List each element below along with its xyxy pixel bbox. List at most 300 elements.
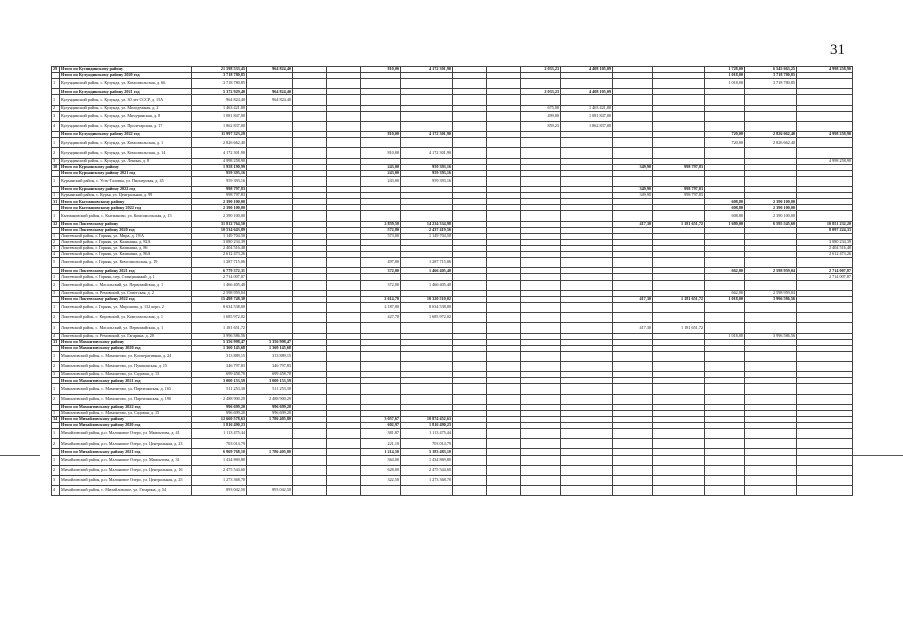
value-cell xyxy=(521,394,561,404)
value-cell: 2 390 100,00 xyxy=(192,199,247,205)
table-row xyxy=(52,394,853,404)
value-cell xyxy=(797,486,853,496)
value-cell: 6 545 663,25 xyxy=(745,67,797,73)
value-cell: 608,80 xyxy=(705,199,745,205)
value-cell: 313 889,15 xyxy=(192,351,247,361)
value-cell xyxy=(705,439,745,449)
value-cell xyxy=(561,439,613,449)
value-cell xyxy=(247,258,293,268)
table-row xyxy=(52,211,853,221)
value-cell xyxy=(745,280,797,290)
value-cell: 346 797,83 xyxy=(247,361,293,371)
address-cell: Итого по Локтевскому району 2021 год xyxy=(60,268,192,274)
value-cell xyxy=(653,211,705,221)
address-cell: Кулундинский район, с. Кулунда, ул. 30 лет СССР, д. 15А xyxy=(60,95,192,105)
value-cell: 1 466 405,40 xyxy=(192,280,247,290)
value-cell xyxy=(293,313,327,323)
value-cell xyxy=(293,280,327,290)
address-cell: Итого по Мамонтовскому району 2020 год xyxy=(60,345,192,351)
value-cell: 11 997 323,20 xyxy=(192,132,247,138)
row-number-cell: 2 xyxy=(52,105,60,111)
value-cell: 313 889,15 xyxy=(247,351,293,361)
value-cell xyxy=(327,455,361,465)
row-number-cell: 29 xyxy=(52,67,60,73)
value-cell xyxy=(613,258,653,268)
value-cell xyxy=(521,361,561,371)
value-cell xyxy=(293,475,327,485)
table-row xyxy=(52,323,853,333)
address-cell: Локтевский район, г. Горняк, ул. Калинина, д. 86 xyxy=(60,246,192,252)
row-number-cell: 1 xyxy=(52,233,60,239)
row-number-cell: 3 xyxy=(52,323,60,333)
value-cell: 5 356 998,47 xyxy=(192,339,247,345)
value-cell: 1 466 405,40 xyxy=(401,280,453,290)
value-cell xyxy=(487,79,521,89)
address-cell: Курьинский район, с. Курья, ул. Центральная, д. 99 xyxy=(60,193,192,199)
value-cell xyxy=(521,439,561,449)
value-cell xyxy=(797,258,853,268)
value-cell: 1 287 715,06 xyxy=(192,258,247,268)
value-cell xyxy=(327,361,361,371)
table-row xyxy=(52,455,853,465)
value-cell: 5 356 998,47 xyxy=(247,339,293,345)
value-cell: 2 598 959,04 xyxy=(745,268,797,274)
value-cell xyxy=(453,323,487,333)
address-cell: Локтевский район, г. Горняк, ул. Калинина, д. 82А xyxy=(60,239,192,245)
table-row xyxy=(52,111,853,121)
value-cell xyxy=(361,361,401,371)
value-cell xyxy=(401,384,453,394)
value-cell xyxy=(327,138,361,148)
value-cell: 810,00 xyxy=(361,148,401,158)
value-cell xyxy=(561,475,613,485)
value-cell: 2 714 007,87 xyxy=(797,268,853,274)
value-cell: 1 273 368,70 xyxy=(401,475,453,485)
value-cell xyxy=(487,455,521,465)
value-cell xyxy=(797,465,853,475)
value-cell xyxy=(653,280,705,290)
table-row xyxy=(52,361,853,371)
value-cell xyxy=(327,121,361,131)
value-cell xyxy=(361,351,401,361)
address-cell: Кулундинский район, с. Кулунда, ул. Комсомольская, д. 14 xyxy=(60,148,192,158)
value-cell: 998 797,83 xyxy=(653,164,705,170)
value-cell xyxy=(745,384,797,394)
value-cell xyxy=(745,439,797,449)
address-cell: Кулундинский район, с. Кулунда, ул. Пролетарская, д. 17 xyxy=(60,121,192,131)
address-cell: Локтевский район, с. Масальский, ул. Первомайская, д. 1 xyxy=(60,323,192,333)
value-cell xyxy=(653,148,705,158)
address-cell: Локтевский район, п. Ремовский, ул. Советская, д. 2 xyxy=(60,290,192,296)
value-cell xyxy=(487,486,521,496)
row-number-cell: 3 xyxy=(52,111,60,121)
row-number-cell: 3 xyxy=(52,372,60,378)
value-cell xyxy=(453,302,487,312)
row-number-cell: 32 xyxy=(52,221,60,227)
value-cell: 2 612 473,26 xyxy=(797,252,853,258)
value-cell: 21 598 533,45 xyxy=(192,67,247,73)
value-cell: 4 172 301,90 xyxy=(401,132,453,138)
value-cell xyxy=(247,323,293,333)
value-cell xyxy=(293,455,327,465)
value-cell xyxy=(613,111,653,121)
address-cell: Михайловский район, р.п. Малиновое Озеро, ул. Мамонтова, д. 41 xyxy=(60,429,192,439)
table-row xyxy=(52,302,853,312)
value-cell xyxy=(797,176,853,186)
value-cell xyxy=(487,394,521,404)
value-cell xyxy=(361,384,401,394)
value-cell xyxy=(561,429,613,439)
value-cell xyxy=(797,351,853,361)
value-cell xyxy=(293,302,327,312)
value-cell xyxy=(613,176,653,186)
value-cell xyxy=(247,280,293,290)
value-cell: 996 699,20 xyxy=(247,410,293,416)
value-cell: 608,80 xyxy=(705,211,745,221)
value-cell xyxy=(487,361,521,371)
value-cell xyxy=(453,361,487,371)
address-cell: Итого по Кулундинскому району 2021 год xyxy=(60,89,192,95)
value-cell xyxy=(653,439,705,449)
value-cell: 602,97 xyxy=(361,423,401,429)
value-cell xyxy=(705,95,745,105)
address-cell: Итого по Локтевскому району xyxy=(60,221,192,227)
value-cell xyxy=(561,258,613,268)
value-cell: 662,00 xyxy=(705,268,745,274)
address-cell: Локтевский район, с. Масальский, ул. Первомайская, д. 1 xyxy=(60,280,192,290)
address-cell: Итого по Мамонтовскому району xyxy=(60,339,192,345)
value-cell: 4 408 105,09 xyxy=(561,67,613,73)
value-cell xyxy=(401,394,453,404)
value-cell xyxy=(247,79,293,89)
value-cell: 3 057,67 xyxy=(361,416,401,422)
value-cell: 10 851 232,20 xyxy=(797,221,853,227)
value-cell: 1 214,50 xyxy=(361,449,401,455)
value-cell xyxy=(293,121,327,131)
value-cell: 3 718 780,85 xyxy=(745,73,797,79)
value-cell: 497,00 xyxy=(361,258,401,268)
value-cell: 349,90 xyxy=(613,164,653,170)
row-number-cell: 2 xyxy=(52,439,60,449)
value-cell xyxy=(487,302,521,312)
value-cell xyxy=(401,361,453,371)
value-cell: 2 488 900,29 xyxy=(247,394,293,404)
value-cell xyxy=(293,148,327,158)
value-cell xyxy=(247,302,293,312)
value-cell xyxy=(745,351,797,361)
address-cell: Итого по Михайловскому району 2020 год xyxy=(60,423,192,429)
value-cell xyxy=(453,465,487,475)
left-edge-rule xyxy=(0,455,40,456)
value-cell xyxy=(613,394,653,404)
value-cell xyxy=(613,211,653,221)
row-number-cell: 3 xyxy=(52,475,60,485)
value-cell xyxy=(653,455,705,465)
value-cell xyxy=(561,486,613,496)
value-cell xyxy=(247,455,293,465)
value-cell: 12 660 578,63 xyxy=(192,416,247,422)
value-cell xyxy=(401,111,453,121)
address-cell: Локтевский район, г. Горняк, пер. Станционный, д. 1 xyxy=(60,274,192,280)
value-cell xyxy=(327,79,361,89)
value-cell xyxy=(361,95,401,105)
value-cell xyxy=(327,351,361,361)
value-cell: 628,00 xyxy=(361,465,401,475)
value-cell: 31 812 764,50 xyxy=(192,221,247,227)
value-cell: 964 824,40 xyxy=(247,95,293,105)
value-cell xyxy=(745,121,797,131)
table-row xyxy=(52,148,853,158)
value-cell: 4 408 105,09 xyxy=(561,89,613,95)
value-cell xyxy=(453,439,487,449)
value-cell: 381,87 xyxy=(361,429,401,439)
value-cell xyxy=(705,384,745,394)
value-cell xyxy=(401,351,453,361)
value-cell: 699 458,70 xyxy=(192,372,247,378)
value-cell xyxy=(653,465,705,475)
value-cell xyxy=(797,111,853,121)
value-cell xyxy=(561,302,613,312)
row-number-cell: 3 xyxy=(52,246,60,252)
address-cell: Михайловский район, р.п. Малиновое Озеро, ул. Мамонтова, д. 31 xyxy=(60,455,192,465)
row-number-cell: 3 xyxy=(52,290,60,296)
value-cell: 2 390 100,00 xyxy=(745,199,797,205)
value-cell xyxy=(653,95,705,105)
value-cell xyxy=(247,475,293,485)
value-cell xyxy=(745,429,797,439)
value-cell: 2 390 100,00 xyxy=(192,205,247,211)
value-cell: 8 097 224,33 xyxy=(797,227,853,233)
row-number-cell: 30 xyxy=(52,164,60,170)
value-cell xyxy=(361,79,401,89)
address-cell: Итого по Мамонтовскому району 2022 год xyxy=(60,404,192,410)
address-cell: Кулундинский район, с. Кулунда, ул. Комсомольская, д. 66 xyxy=(60,79,192,89)
value-cell: 1 862 837,00 xyxy=(561,121,613,131)
value-cell: 1 728,00 xyxy=(705,67,745,73)
value-cell xyxy=(745,111,797,121)
value-cell: 2 826 662,40 xyxy=(745,138,797,148)
value-cell xyxy=(653,79,705,89)
value-cell xyxy=(327,148,361,158)
value-cell xyxy=(487,258,521,268)
value-cell: 893 042,50 xyxy=(247,486,293,496)
value-cell: 1 360 145,68 xyxy=(192,345,247,351)
table-row xyxy=(52,429,853,439)
value-cell: 1 287 715,06 xyxy=(401,258,453,268)
value-cell xyxy=(247,148,293,158)
row-number-cell: 4 xyxy=(52,252,60,258)
value-cell xyxy=(293,486,327,496)
address-cell: Итого по Михайловскому району 2021 год xyxy=(60,449,192,455)
value-cell xyxy=(705,280,745,290)
value-cell: 417,30 xyxy=(613,323,653,333)
value-cell: 1 786 405,80 xyxy=(247,416,293,422)
value-cell: 8 634 538,00 xyxy=(401,302,453,312)
value-cell xyxy=(613,361,653,371)
value-cell: 1 181 651,72 xyxy=(192,323,247,333)
value-cell xyxy=(613,351,653,361)
value-cell: 15 498 748,30 xyxy=(192,296,247,302)
value-cell xyxy=(613,475,653,485)
table-row xyxy=(52,384,853,394)
value-cell xyxy=(487,384,521,394)
value-cell xyxy=(561,361,613,371)
row-number-cell: 1 xyxy=(52,95,60,105)
value-cell: 1 786 405,80 xyxy=(247,449,293,455)
table-row xyxy=(52,280,853,290)
address-cell: Мамонтовский район, с. Мамонтово, ул. Кооперативная, д. 24 xyxy=(60,351,192,361)
address-cell: Итого по Кытмановскому району 2022 год xyxy=(60,205,192,211)
row-number-cell: 1 xyxy=(52,274,60,280)
value-cell xyxy=(561,394,613,404)
value-cell xyxy=(705,111,745,121)
table-row xyxy=(52,486,853,496)
value-cell xyxy=(561,323,613,333)
address-cell: Мамонтовский район, с. Мамонтово, ул. Партизанская, д. 190 xyxy=(60,394,192,404)
table-row xyxy=(52,313,853,323)
value-cell xyxy=(653,361,705,371)
value-cell: 1 360 145,68 xyxy=(247,345,293,351)
value-cell xyxy=(797,394,853,404)
address-cell: Локтевский район, г. Горняк, ул. Комсомольская, д. 19 xyxy=(60,258,192,268)
value-cell: 1 685 972,02 xyxy=(401,313,453,323)
value-cell: 1 958 190,99 xyxy=(192,164,247,170)
value-cell xyxy=(745,95,797,105)
row-number-cell: 1 xyxy=(52,176,60,186)
value-cell: 2 614,70 xyxy=(361,296,401,302)
value-cell xyxy=(745,465,797,475)
address-cell: Михайловский район, с. Михайловское, ул. Гагарина, д. 54 xyxy=(60,486,192,496)
value-cell: 1 816 490,23 xyxy=(401,423,453,429)
value-cell xyxy=(705,455,745,465)
value-cell xyxy=(453,176,487,186)
value-cell: 2 390 100,00 xyxy=(192,211,247,221)
value-cell xyxy=(487,475,521,485)
row-number-cell: 4 xyxy=(52,333,60,339)
value-cell: 499,00 xyxy=(521,111,561,121)
value-cell xyxy=(797,211,853,221)
value-cell xyxy=(521,465,561,475)
value-cell xyxy=(797,121,853,131)
value-cell: 2 437 419,56 xyxy=(401,227,453,233)
value-cell: 2 475 544,60 xyxy=(401,465,453,475)
value-cell xyxy=(453,121,487,131)
value-cell xyxy=(797,323,853,333)
value-cell: 1 434 869,80 xyxy=(192,455,247,465)
value-cell xyxy=(293,95,327,105)
value-cell xyxy=(293,465,327,475)
value-cell: 703 014,79 xyxy=(192,439,247,449)
address-cell: Кытмановский район, с. Кытманово, ул. Комсомольская, д. 15 xyxy=(60,211,192,221)
value-cell xyxy=(293,394,327,404)
value-cell xyxy=(745,361,797,371)
row-number-cell: 2 xyxy=(52,313,60,323)
row-number-cell: 4 xyxy=(52,486,60,496)
value-cell: 720,00 xyxy=(705,132,745,138)
value-cell xyxy=(561,455,613,465)
value-cell xyxy=(327,465,361,475)
value-cell xyxy=(361,111,401,121)
value-cell xyxy=(521,429,561,439)
value-cell: 2 404 516,48 xyxy=(192,246,247,252)
value-cell xyxy=(613,121,653,131)
value-cell xyxy=(613,280,653,290)
value-cell: 810,00 xyxy=(361,67,401,73)
value-cell: 998 797,83 xyxy=(192,193,247,199)
value-cell: 1 018,00 xyxy=(705,73,745,79)
value-cell xyxy=(293,211,327,221)
value-cell xyxy=(561,148,613,158)
value-cell xyxy=(293,361,327,371)
value-cell xyxy=(401,486,453,496)
value-cell: 4 998 258,90 xyxy=(797,67,853,73)
value-cell xyxy=(745,486,797,496)
value-cell xyxy=(327,211,361,221)
value-cell xyxy=(453,138,487,148)
row-number-cell: 1 xyxy=(52,455,60,465)
value-cell xyxy=(247,176,293,186)
value-cell xyxy=(797,95,853,105)
value-cell xyxy=(401,211,453,221)
value-cell xyxy=(653,121,705,131)
value-cell xyxy=(487,465,521,475)
value-cell: 372,00 xyxy=(361,268,401,274)
value-cell xyxy=(487,313,521,323)
value-cell xyxy=(521,280,561,290)
row-number-cell: 5 xyxy=(52,258,60,268)
value-cell: 998 797,83 xyxy=(192,187,247,193)
value-cell: 2 488 900,29 xyxy=(192,394,247,404)
value-cell: 1 081 847,00 xyxy=(561,111,613,121)
value-cell: 427,70 xyxy=(361,313,401,323)
value-cell xyxy=(521,475,561,485)
value-cell xyxy=(361,486,401,496)
data-table-container xyxy=(51,66,852,496)
value-cell: 322,50 xyxy=(361,475,401,485)
value-cell xyxy=(487,111,521,121)
value-cell: 1 680,00 xyxy=(705,221,745,227)
value-cell xyxy=(453,211,487,221)
value-cell: 3 000 153,59 xyxy=(192,378,247,384)
value-cell xyxy=(797,148,853,158)
value-cell: 4 998 258,90 xyxy=(797,132,853,138)
value-cell xyxy=(327,302,361,312)
value-cell xyxy=(247,121,293,131)
address-cell: Итого по Курьинскому району 2022 год xyxy=(60,187,192,193)
value-cell xyxy=(521,79,561,89)
value-cell: 2 598 959,04 xyxy=(192,290,247,296)
value-cell xyxy=(613,384,653,394)
value-cell xyxy=(521,455,561,465)
value-cell: 511 253,30 xyxy=(192,384,247,394)
value-cell xyxy=(653,313,705,323)
value-cell: 996 699,20 xyxy=(192,410,247,416)
value-cell: 1 463 421,00 xyxy=(561,105,613,111)
address-cell: Локтевский район, с. Кировский, ул. Комсомольская, д. 1 xyxy=(60,313,192,323)
value-cell: 1 434 869,80 xyxy=(401,455,453,465)
value-cell xyxy=(401,95,453,105)
value-cell: 703 014,79 xyxy=(401,439,453,449)
address-cell: Локтевский район, г. Горняк, ул. Миронова, д. 132 корп. 2 xyxy=(60,302,192,312)
value-cell xyxy=(247,313,293,323)
value-cell: 243,00 xyxy=(361,176,401,186)
value-cell xyxy=(613,95,653,105)
value-cell xyxy=(487,211,521,221)
value-cell: 608,80 xyxy=(705,205,745,211)
value-cell xyxy=(745,394,797,404)
value-cell xyxy=(653,394,705,404)
value-cell: 1 018,00 xyxy=(705,79,745,89)
